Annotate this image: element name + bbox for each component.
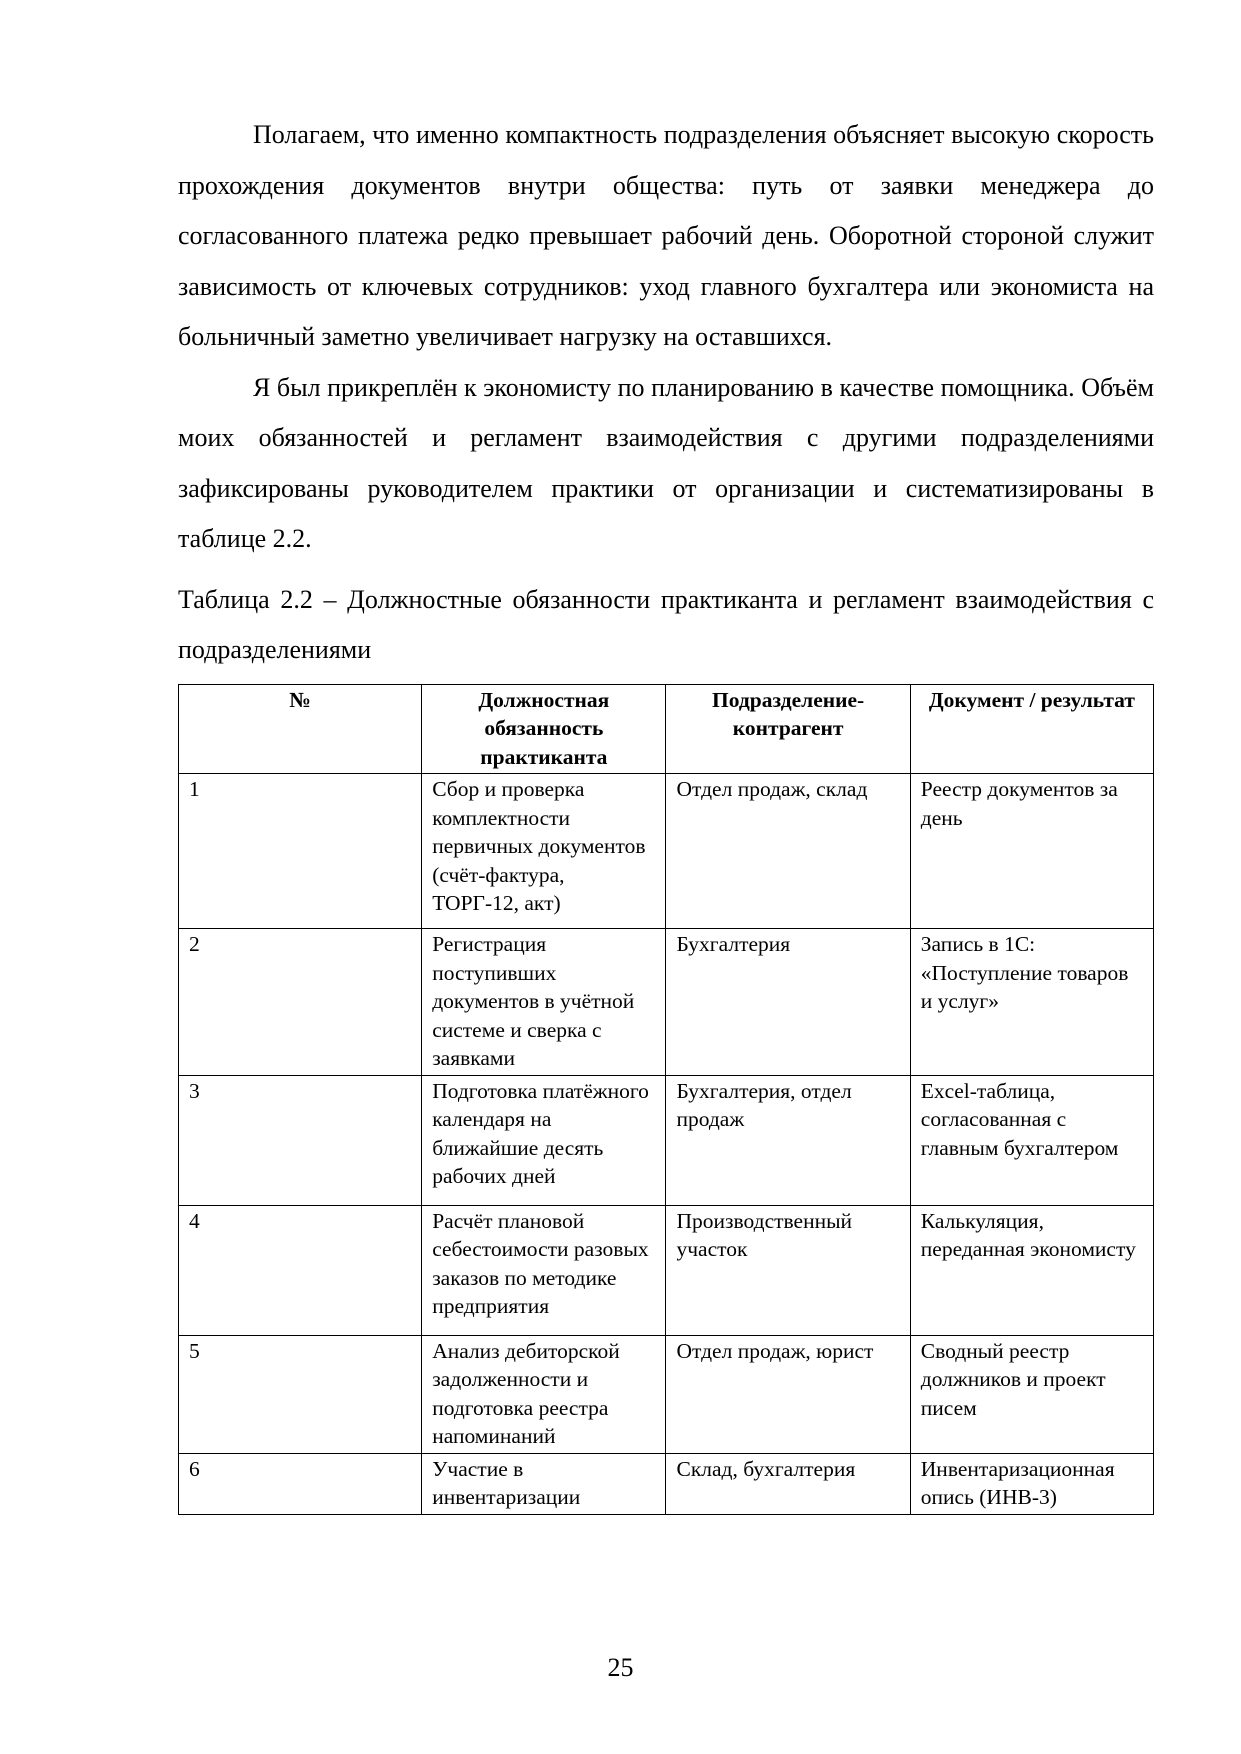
table-caption: Таблица 2.2 – Должностные обязанности практиканта и регламент взаимодействия с подразделениями xyxy=(178,584,1154,664)
duties-table xyxy=(178,684,1154,1515)
page-number: 25 xyxy=(607,1653,634,1682)
table-row xyxy=(179,1453,1154,1514)
paragraph-1: Полагаем, что именно компактность подразделения объясняет высокую скорость прохождения документов внутри общества: путь от заявки менеджера до согласованного платежа редко превышает рабочий день. Оборотной стороной служит зависимость от ключевых сотрудников: уход главного бухгалтера или экономиста на больничный заметно увеличивает нагрузку на оставшихся. xyxy=(178,120,1154,351)
cell-duty: Сбор и проверка комплектности первичных документов (счёт-фактура, ТОРГ-12, акт) xyxy=(422,774,666,929)
paragraph-2: Я был прикреплён к экономисту по планированию в качестве помощника. Объём моих обязанностей и регламент взаимодействия с другими подразделениями зафиксированы руководителем практики от организации и систематизированы в таблице 2.2. xyxy=(178,372,1154,553)
cell-number: 4 xyxy=(179,1205,422,1335)
cell-number: 2 xyxy=(179,929,422,1076)
table-row xyxy=(179,1075,1154,1205)
cell-department: Отдел продаж, склад xyxy=(666,774,910,929)
document-page xyxy=(178,110,1154,1515)
cell-department: Бухгалтерия xyxy=(666,929,910,1076)
cell-result: Excel-таблица, согласованная с главным бухгалтером xyxy=(910,1075,1153,1205)
cell-number: 1 xyxy=(179,774,422,929)
cell-department: Склад, бухгалтерия xyxy=(666,1453,910,1514)
cell-department: Отдел продаж, юрист xyxy=(666,1335,910,1453)
cell-duty: Расчёт плановой себестоимости разовых заказов по методике предприятия xyxy=(422,1205,666,1335)
cell-result: Реестр документов за день xyxy=(910,774,1153,929)
cell-number: 3 xyxy=(179,1075,422,1205)
table-row xyxy=(179,1335,1154,1453)
table-row xyxy=(179,929,1154,1076)
cell-result: Калькуляция, переданная экономисту xyxy=(910,1205,1153,1335)
cell-duty: Участие в инвентаризации xyxy=(422,1453,666,1514)
table-row xyxy=(179,1205,1154,1335)
header-result: Документ / результат xyxy=(910,684,1153,774)
cell-duty: Регистрация поступивших документов в учётной системе и сверка с заявками xyxy=(422,929,666,1076)
cell-duty: Подготовка платёжного календаря на ближайшие десять рабочих дней xyxy=(422,1075,666,1205)
header-department: Подразделение-контрагент xyxy=(666,684,910,774)
cell-result: Инвентаризационная опись (ИНВ-3) xyxy=(910,1453,1153,1514)
cell-result: Запись в 1С: «Поступление товаров и услуг» xyxy=(910,929,1153,1076)
table-row xyxy=(179,774,1154,929)
cell-number: 6 xyxy=(179,1453,422,1514)
cell-result: Сводный реестр должников и проект писем xyxy=(910,1335,1153,1453)
cell-department: Производственный участок xyxy=(666,1205,910,1335)
cell-number: 5 xyxy=(179,1335,422,1453)
table-header-row xyxy=(179,684,1154,774)
header-duty: Должностная обязанность практиканта xyxy=(422,684,666,774)
cell-duty: Анализ дебиторской задолженности и подготовка реестра напоминаний xyxy=(422,1335,666,1453)
header-number: № xyxy=(179,684,422,774)
cell-department: Бухгалтерия, отдел продаж xyxy=(666,1075,910,1205)
